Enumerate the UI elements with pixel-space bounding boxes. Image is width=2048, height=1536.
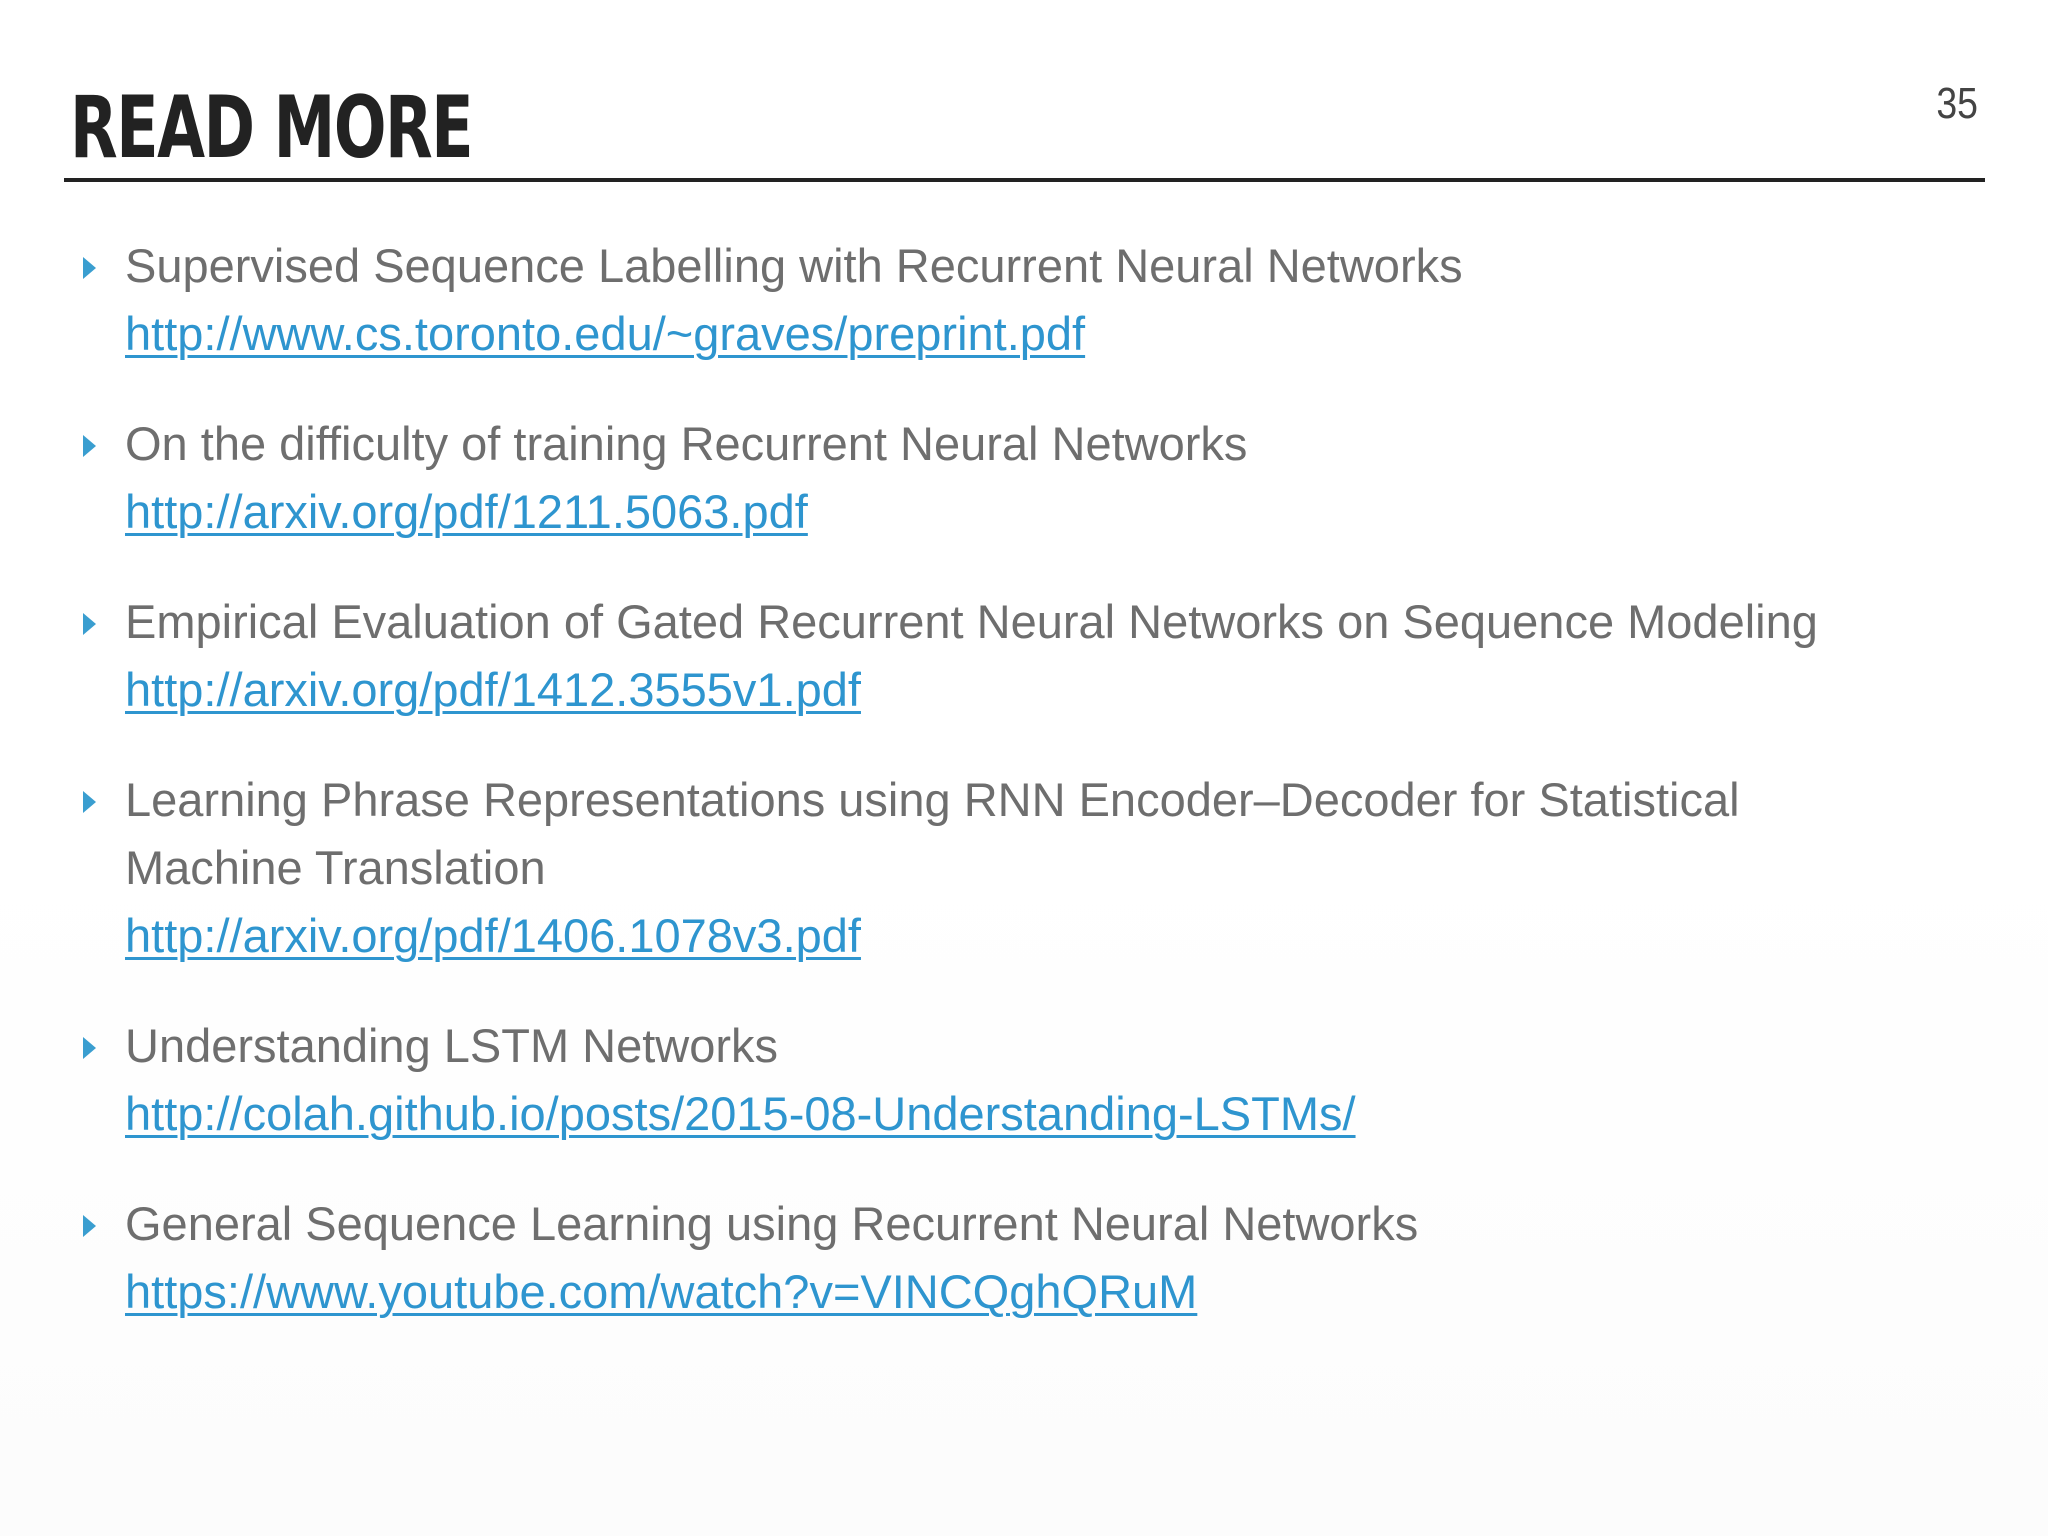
reference-title: Supervised Sequence Labelling with Recurrent Neural Networks	[125, 239, 1463, 292]
reference-link[interactable]: http://arxiv.org/pdf/1406.1078v3.pdf	[125, 909, 861, 962]
reference-link[interactable]: http://www.cs.toronto.edu/~graves/preprint.pdf	[125, 307, 1086, 360]
reference-title: Learning Phrase Representations using RNN Encoder–Decoder for Statistical	[125, 773, 1740, 826]
slide-title: READ MORE	[70, 78, 473, 178]
reference-item	[0, 1012, 2048, 1148]
reference-title: On the difficulty of training Recurrent Neural Networks	[125, 417, 1248, 470]
reference-title: General Sequence Learning using Recurrent Neural Networks	[125, 1197, 1419, 1250]
reference-item	[0, 410, 2048, 546]
reference-link[interactable]: http://arxiv.org/pdf/1412.3555v1.pdf	[125, 663, 861, 716]
reference-link[interactable]: http://colah.github.io/posts/2015-08-Understanding-LSTMs/	[125, 1087, 1356, 1140]
reference-item	[0, 1190, 2048, 1326]
reference-item	[0, 766, 2048, 970]
title-divider	[64, 178, 1985, 182]
triangle-right-icon	[83, 791, 96, 813]
triangle-right-icon	[83, 1215, 96, 1237]
reference-item	[0, 588, 2048, 724]
triangle-right-icon	[83, 435, 96, 457]
triangle-right-icon	[83, 1037, 96, 1059]
reference-title: Understanding LSTM Networks	[125, 1019, 779, 1072]
reference-title: Empirical Evaluation of Gated Recurrent Neural Networks on Sequence Modeling	[125, 595, 1818, 648]
triangle-right-icon	[83, 257, 96, 279]
page-number: 35	[1936, 79, 1978, 128]
reference-list	[0, 232, 2048, 1368]
reference-link[interactable]: https://www.youtube.com/watch?v=VINCQghQRuM	[125, 1265, 1198, 1318]
reference-link[interactable]: http://arxiv.org/pdf/1211.5063.pdf	[125, 485, 808, 538]
triangle-right-icon	[83, 613, 96, 635]
reference-title-continued: Machine Translation	[125, 841, 546, 894]
reference-item	[0, 232, 2048, 368]
